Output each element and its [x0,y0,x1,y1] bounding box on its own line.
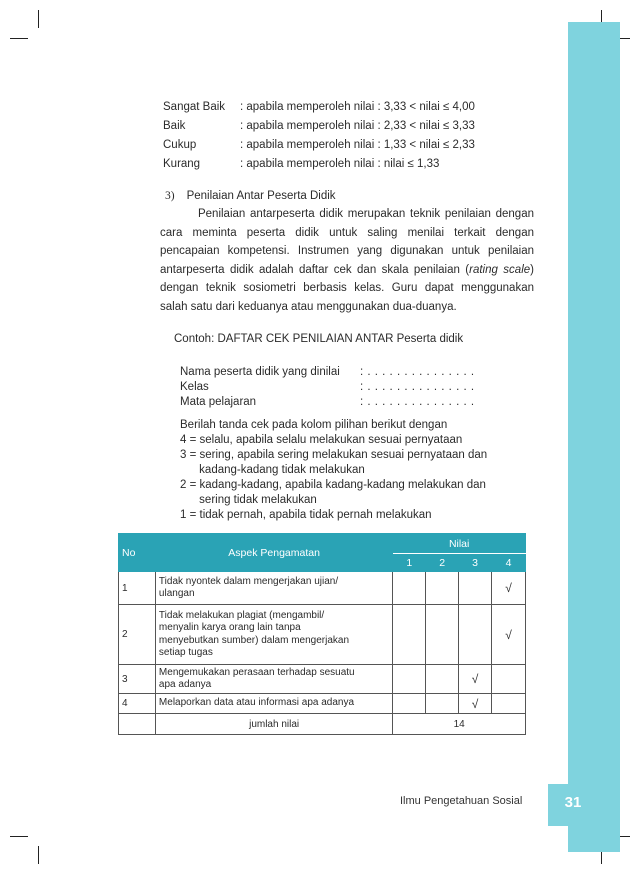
instruction-line: 3 = sering, apabila sering melakukan sesuai pernyataan dan [180,449,488,461]
row-aspect [155,665,392,694]
aspect-line: setiap tugas [158,646,213,658]
row-number: 3 [119,665,156,694]
header-score-1: 1 [393,554,426,572]
paragraph-text: antarpeserta didik adalah daftar cek dan skala penilaian ( [160,263,470,276]
field-label: Mata pelajaran [180,396,257,408]
score-cell[interactable] [426,665,459,694]
score-cell[interactable] [492,665,526,694]
criteria-label: Baik [163,120,186,132]
table-row [119,605,526,665]
header-score-3: 3 [459,554,492,572]
score-cell[interactable] [426,694,459,714]
criteria-label: Kurang [163,158,201,170]
page-number: 31 [564,794,582,811]
score-cell[interactable] [459,605,492,665]
check-mark-icon[interactable]: √ [459,665,492,694]
section-paragraph [160,205,534,317]
check-mark-icon[interactable]: √ [459,694,492,714]
section-number: 3) [165,190,175,202]
total-blank [119,714,156,735]
score-cell[interactable] [393,572,426,605]
crop-mark [10,836,28,837]
crop-mark [38,10,39,28]
row-aspect: Melaporkan data atau informasi apa adanya [155,694,392,714]
field-value: : . . . . . . . . . . . . . . . [360,396,475,408]
section-title: Penilaian Antar Peserta Didik [186,190,336,202]
instruction-line: Berilah tanda cek pada kolom pilihan berikut dengan [180,419,448,431]
row-aspect [155,572,392,605]
checklist-table [118,533,526,735]
header-no: No [119,534,156,572]
paragraph-line: pencapaian kompetensi. Instrumen yang digunakan untuk penilaian [160,245,534,258]
criteria-rule: : apabila memperoleh nilai : 2,33 < nilai ≤ 3,33 [240,120,475,132]
italic-term: rating scale [469,263,531,276]
paragraph-line: salah satu dari keduanya atau menggunakan dua-duanya. [160,300,457,313]
instruction-line: sering tidak melakukan [180,494,317,506]
crop-mark [10,38,28,39]
score-cell[interactable] [393,694,426,714]
paragraph-line: dengan teknik sosiometri berbasis kelas. Guru dapat menggunakan [160,282,534,295]
aspect-line: menyebutkan sumber) dalam mengerjakan [158,634,350,646]
aspect-line: apa adanya [158,679,212,690]
table-row [119,572,526,605]
row-number: 4 [119,694,156,714]
row-number: 1 [119,572,156,605]
aspect-line: Tidak melakukan plagiat (mengambil/ [158,610,325,622]
footer-book-title: Ilmu Pengetahuan Sosial [400,795,523,807]
paragraph-line [160,261,534,280]
score-cell[interactable] [393,665,426,694]
total-row [119,714,526,735]
instruction-line: 4 = selalu, apabila selalu melakukan sesuai pernyataan [180,434,463,446]
instruction-line: 1 = tidak pernah, apabila tidak pernah melakukan [180,509,432,521]
aspect-line: menyalin karya orang lain tanpa [158,622,301,634]
side-color-band [568,22,620,852]
instruction-line: kadang-kadang tidak melakukan [180,464,365,476]
check-mark-icon[interactable]: √ [492,572,526,605]
criteria-rule: : apabila memperoleh nilai : 3,33 < nilai ≤ 4,00 [240,101,475,113]
row-aspect [155,605,392,665]
criteria-rule: : apabila memperoleh nilai : 1,33 < nilai ≤ 2,33 [240,139,475,151]
section-heading [165,190,336,202]
check-mark-icon[interactable]: √ [492,605,526,665]
criteria-label: Sangat Baik [163,101,226,113]
total-value: 14 [393,714,526,735]
aspect-line: ulangan [158,588,195,599]
score-cell[interactable] [426,572,459,605]
header-score-4: 4 [492,554,526,572]
paragraph-text: ) [530,263,534,276]
field-label: Kelas [180,381,209,393]
paragraph-line: cara meminta peserta didik untuk saling menilai terkait dengan [160,226,534,239]
row-number: 2 [119,605,156,665]
example-title: Contoh: DAFTAR CEK PENILAIAN ANTAR Peserta didik [174,333,464,345]
score-cell[interactable] [459,572,492,605]
total-label: jumlah nilai [155,714,392,735]
score-cell[interactable] [492,694,526,714]
header-score: Nilai [393,534,526,554]
aspect-line: Mengemukakan perasaan terhadap sesuatu [158,666,355,678]
field-value: : . . . . . . . . . . . . . . . [360,381,475,393]
paragraph-line: Penilaian antarpeserta didik merupakan teknik penilaian dengan [160,208,534,220]
field-value: : . . . . . . . . . . . . . . . [360,366,475,378]
criteria-rule: : apabila memperoleh nilai : nilai ≤ 1,33 [240,158,440,170]
instruction-line: 2 = kadang-kadang, apabila kadang-kadang melakukan dan [180,479,486,491]
aspect-line: Tidak nyontek dalam mengerjakan ujian/ [158,575,339,587]
table-row [119,694,526,714]
table-row [119,665,526,694]
score-cell[interactable] [426,605,459,665]
field-label: Nama peserta didik yang dinilai [180,366,340,378]
header-score-2: 2 [426,554,459,572]
crop-mark [38,846,39,864]
criteria-label: Cukup [163,139,197,151]
score-cell[interactable] [393,605,426,665]
header-aspect: Aspek Pengamatan [155,534,392,572]
